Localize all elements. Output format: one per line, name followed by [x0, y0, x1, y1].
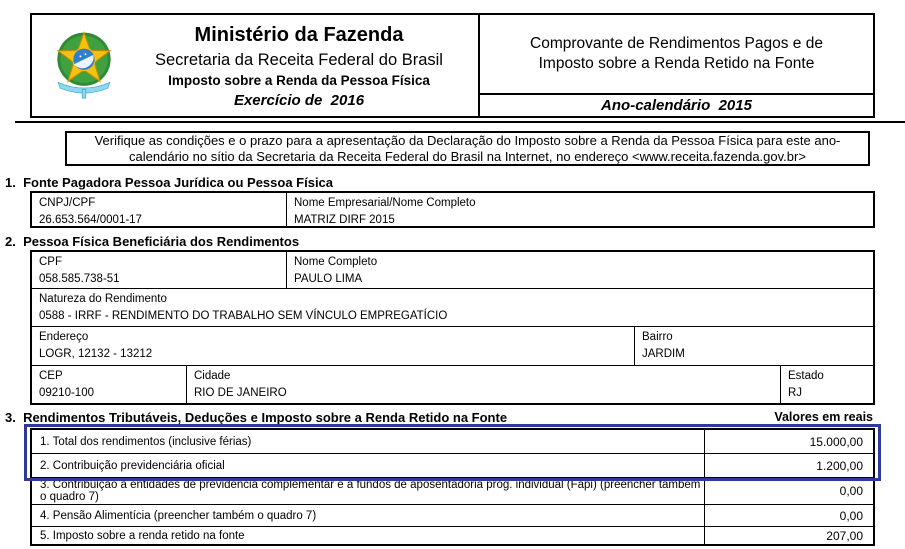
full-name-value: PAULO LIMA — [294, 273, 363, 285]
table-row — [32, 454, 873, 478]
row3-label: 3. Contribuição a entidades de previdência complementar e a fundos de aposentadoria prog. individual (Fapi) (preencher também o quadro 7) — [32, 478, 705, 504]
calendar-year: Ano-calendário 2015 — [480, 93, 873, 116]
section3-title: 3. Rendimentos Tributáveis, Deduções e Imposto sobre a Renda Retido na Fonte — [5, 410, 508, 425]
district-label: Bairro — [642, 331, 673, 343]
city-field — [187, 366, 781, 403]
city-value: RIO DE JANEIRO — [194, 387, 287, 399]
row5-label: 5. Imposto sobre a renda retido na fonte — [32, 527, 705, 544]
row5-value: 207,00 — [826, 528, 863, 543]
header-right-panel — [480, 15, 873, 116]
cpf-value: 058.585.738-51 — [39, 273, 120, 285]
cep-field — [32, 366, 187, 403]
ministry-title: Ministério da Fazenda — [194, 24, 404, 47]
header-divider-rule — [15, 121, 905, 123]
section3-table — [30, 428, 875, 546]
header-agency-titles — [120, 15, 478, 116]
street-label: Endereço — [39, 331, 89, 343]
address-row — [32, 327, 873, 366]
section2-box — [30, 250, 875, 405]
company-name-value: MATRIZ DIRF 2015 — [294, 214, 395, 226]
row4-label: 4. Pensão Alimentícia (preencher também o quadro 7) — [32, 505, 705, 526]
full-name-label: Nome Completo — [294, 256, 378, 268]
secretariat-title: Secretaria da Receita Federal do Brasil — [155, 50, 443, 69]
full-name-field — [287, 252, 873, 288]
table-row — [32, 478, 873, 505]
document-title: Comprovante de Rendimentos Pagos e de Imposto sobre a Renda Retido na Fonte — [530, 35, 823, 72]
city-label: Cidade — [194, 370, 231, 382]
state-label: Estado — [788, 370, 824, 382]
notice-box — [65, 131, 870, 166]
section1-box — [30, 191, 875, 228]
cnpj-label: CNPJ/CPF — [39, 197, 96, 209]
row3-value: 0,00 — [839, 484, 863, 498]
section1-title: 1. Fonte Pagadora Pessoa Jurídica ou Pessoa Física — [5, 175, 334, 190]
tax-name: Imposto sobre a Renda da Pessoa Física — [168, 73, 430, 89]
exercise-year: Exercício de 2016 — [233, 91, 365, 109]
street-field — [32, 327, 635, 365]
beneficiary-row — [32, 252, 873, 289]
income-nature-row — [32, 289, 873, 327]
state-field — [781, 366, 873, 403]
row4-value: 0,00 — [839, 508, 863, 523]
street-value: LOGR, 12132 - 13212 — [39, 348, 153, 360]
table-row — [32, 505, 873, 527]
district-field — [635, 327, 873, 365]
document-header — [30, 13, 875, 118]
cpf-label: CPF — [39, 256, 62, 268]
table-row — [32, 430, 873, 454]
table-row — [32, 527, 873, 544]
income-nature-label: Natureza do Rendimento — [39, 293, 167, 305]
notice-text: Verifique as condições e o prazo para a apresentação da Declaração do Imposto sobre a Renda da Pessoa Física para este ano-calendário no sítio da Secretaria da Receita Federal do Brasil na Internet, no endereço <www.receita.fazenda.gov.br> — [94, 132, 841, 164]
income-nature-value: 0588 - IRRF - RENDIMENTO DO TRABALHO SEM VÍNCULO EMPREGATÍCIO — [39, 310, 448, 322]
values-in-reais-note: Valores em reais — [774, 410, 873, 424]
cnpj-field — [32, 193, 287, 226]
section2-title: 2. Pessoa Física Beneficiária dos Rendimentos — [5, 234, 300, 249]
row2-label: 2. Contribuição previdenciária oficial — [32, 454, 705, 477]
income-nature-field — [32, 289, 873, 326]
company-name-field — [287, 193, 873, 226]
row2-value: 1.200,00 — [816, 458, 863, 473]
district-value: JARDIM — [642, 348, 685, 360]
section3-heading-row — [5, 410, 873, 425]
cpf-field — [32, 252, 287, 288]
brazil-coat-of-arms-icon — [48, 19, 120, 111]
company-name-label: Nome Empresarial/Nome Completo — [294, 197, 476, 209]
cep-label: CEP — [39, 370, 63, 382]
cep-value: 09210-100 — [39, 387, 94, 399]
row1-label: 1. Total dos rendimentos (inclusive férias) — [32, 430, 705, 453]
state-value: RJ — [788, 387, 803, 399]
city-row — [32, 366, 873, 403]
cnpj-value: 26.653.564/0001-17 — [39, 214, 142, 226]
row1-value: 15.000,00 — [809, 434, 863, 449]
header-left-panel — [32, 15, 480, 116]
